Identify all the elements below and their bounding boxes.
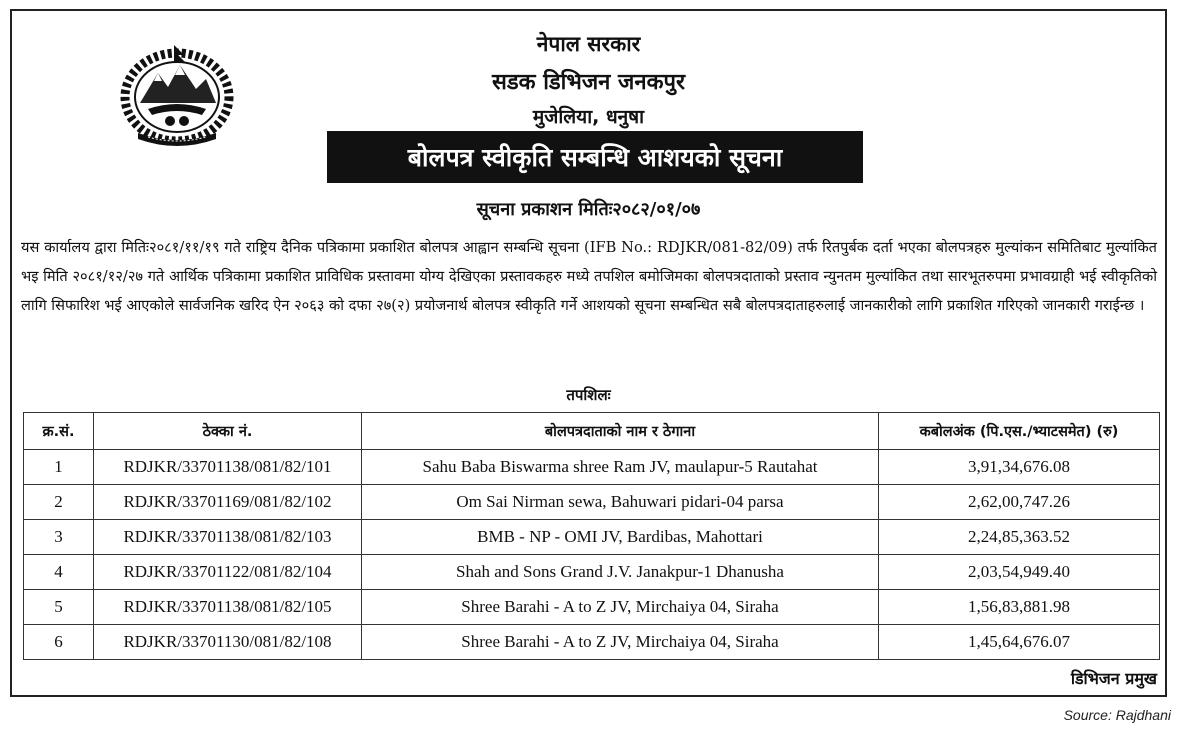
cell-bidder: BMB - NP - OMI JV, Bardibas, Mahottari xyxy=(362,520,879,555)
cell-contract-no: RDJKR/33701138/081/82/103 xyxy=(94,520,362,555)
cell-amount: 3,91,34,676.08 xyxy=(879,450,1160,485)
bid-table xyxy=(23,412,1160,660)
table-row xyxy=(24,485,1160,520)
cell-contract-no: RDJKR/33701130/081/82/108 xyxy=(94,625,362,660)
cell-amount: 2,24,85,363.52 xyxy=(879,520,1160,555)
table-row xyxy=(24,625,1160,660)
cell-amount: 1,45,64,676.07 xyxy=(879,625,1160,660)
table-row xyxy=(24,555,1160,590)
col-contract-no: ठेक्का नं. xyxy=(94,413,362,450)
office-name: सडक डिभिजन जनकपुर xyxy=(492,70,685,95)
cell-bidder: Shree Barahi - A to Z JV, Mirchaiya 04, Siraha xyxy=(362,590,879,625)
cell-bidder: Sahu Baba Biswarma shree Ram JV, maulapur-5 Rautahat xyxy=(362,450,879,485)
government-name: नेपाल सरकार xyxy=(536,32,641,56)
notice-body: यस कार्यालय द्वारा मितिः२०८१/११/१९ गते राष्ट्रिय दैनिक पत्रिकामा प्रकाशित बोलपत्र आह्वान सम्बन्धि सूचना (IFB No.: RDJKR/081-82/09) तर्फ रितपुर्बक दर्ता भएका बोलपत्रहरु मुल्यांकन समितिबाट मुल्यांकित भइ मिति २०८१/१२/२७ गते आर्थिक पत्रिकामा प्रकाशित प्राविधिक प्रस्तावमा योग्य देखिएका प्रस्तावकहरु मध्ये तपशिल बमोजिमका बोलपत्रदाताको प्रस्ताव न्युनतम मुल्यांकित तथा सारभूतरुपमा प्रभावग्राही भई स्वीकृतिको लागि सिफारिश भई आएकोले सार्वजनिक खरिद ऐन २०६३ को दफा २७(२) प्रयोजनार्थ बोलपत्र स्वीकृति गर्ने आशयको सूचना सम्बन्धित सबै बोलपत्रदाताहरुलाई जानकारीको लागि प्रकाशित गरिएको जानकारी गराईन्छ । xyxy=(21,239,1157,314)
cell-amount: 1,56,83,881.98 xyxy=(879,590,1160,625)
table-row xyxy=(24,450,1160,485)
notice-title: बोलपत्र स्वीकृति सम्बन्धि आशयको सूचना xyxy=(327,131,863,183)
cell-serial: 6 xyxy=(24,625,94,660)
cell-contract-no: RDJKR/33701138/081/82/101 xyxy=(94,450,362,485)
cell-bidder: Om Sai Nirman sewa, Bahuwari pidari-04 parsa xyxy=(362,485,879,520)
cell-bidder: Shree Barahi - A to Z JV, Mirchaiya 04, Siraha xyxy=(362,625,879,660)
notice-frame xyxy=(10,9,1167,697)
office-location: मुजेलिया, धनुषा xyxy=(532,106,645,128)
table-row xyxy=(24,520,1160,555)
publication-date: सूचना प्रकाशन मितिः२०८२/०१/०७ xyxy=(476,199,701,220)
cell-serial: 5 xyxy=(24,590,94,625)
cell-serial: 2 xyxy=(24,485,94,520)
table-header-row xyxy=(24,413,1160,450)
cell-serial: 1 xyxy=(24,450,94,485)
col-serial: क्र.सं. xyxy=(24,413,94,450)
cell-serial: 4 xyxy=(24,555,94,590)
table-row xyxy=(24,590,1160,625)
col-amount: कबोलअंक (पि.एस./भ्याटसमेत) (रु) xyxy=(879,413,1160,450)
cell-contract-no: RDJKR/33701122/081/82/104 xyxy=(94,555,362,590)
signatory: डिभिजन प्रमुख xyxy=(1070,669,1157,688)
cell-amount: 2,03,54,949.40 xyxy=(879,555,1160,590)
cell-contract-no: RDJKR/33701169/081/82/102 xyxy=(94,485,362,520)
list-heading: तपशिलः xyxy=(566,386,611,404)
col-bidder: बोलपत्रदाताको नाम र ठेगाना xyxy=(362,413,879,450)
source-credit: Source: Rajdhani xyxy=(1063,707,1171,723)
cell-contract-no: RDJKR/33701138/081/82/105 xyxy=(94,590,362,625)
cell-amount: 2,62,00,747.26 xyxy=(879,485,1160,520)
cell-serial: 3 xyxy=(24,520,94,555)
cell-bidder: Shah and Sons Grand J.V. Janakpur-1 Dhanusha xyxy=(362,555,879,590)
